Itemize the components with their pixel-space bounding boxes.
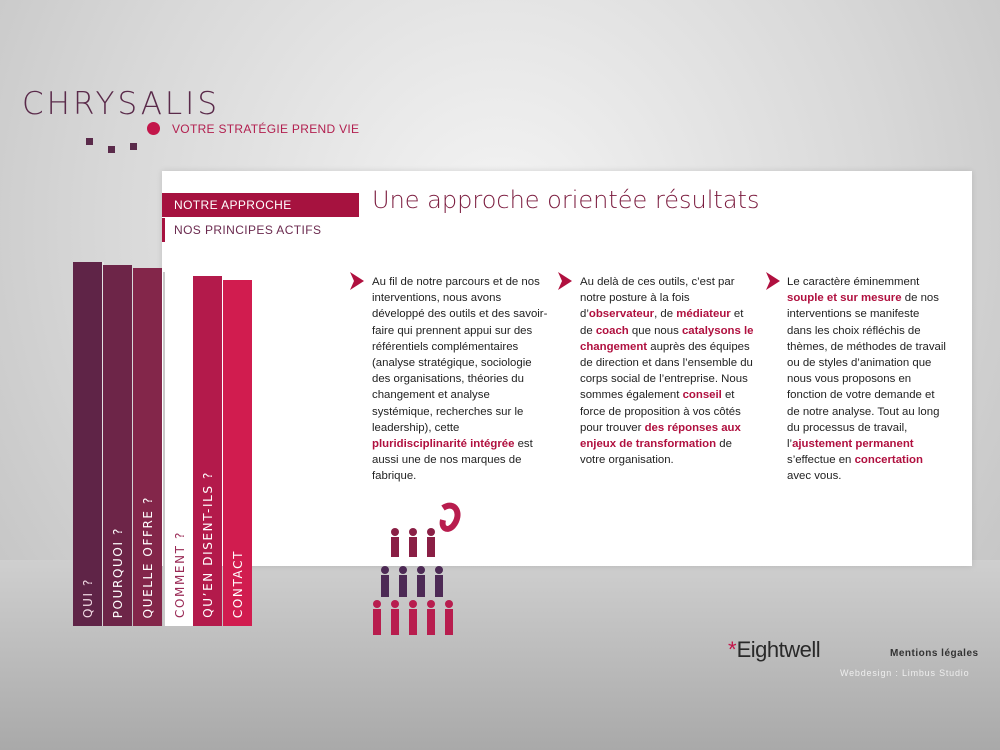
nav-qu-en-disent-ils[interactable]: QU’EN DISENT-ILS ? (193, 276, 222, 626)
body-text: et de (580, 308, 744, 337)
body-text: auprès des équipes de direction et dans l’ensemble du corps social de l’entreprise. Nous sommes également (580, 340, 753, 402)
nav-pourquoi[interactable]: POURQUOI ? (103, 265, 132, 626)
highlight-text: observateur (588, 308, 655, 321)
body-text: est aussi une de nos marques de fabrique. (372, 438, 533, 483)
highlight-text: concertation (854, 454, 923, 467)
nav-comment[interactable]: COMMENT ? (163, 272, 194, 626)
body-text: , de (654, 308, 677, 321)
tab-notre-approche[interactable]: NOTRE APPROCHE (162, 193, 359, 217)
tab-nos-principes-actifs[interactable]: NOS PRINCIPES ACTIFS (162, 218, 359, 242)
nav-qui[interactable]: QUI ? (73, 262, 102, 626)
body-text: et force de proposition à vos côtés pour trouver (580, 389, 741, 434)
highlight-text: des réponses aux enjeux de transformation (580, 421, 741, 451)
text-column-3 (787, 274, 947, 485)
body-text: Le caractère éminemment (787, 276, 920, 288)
body-text: avec vous. (787, 470, 842, 483)
body-text: Au delà de ces outils, c’est par notre posture à la fois d’ (580, 276, 735, 321)
logo-dot (108, 146, 115, 153)
highlight-text: médiateur (676, 308, 731, 321)
chevron-right-icon (350, 272, 364, 290)
chevron-right-icon (766, 272, 780, 290)
body-text: de nos interventions se manifeste dans les choix réfléchis de thèmes, de méthodes de travail ou de styles d’animation que nous vous proposons en fonction de votre demande et de notre analyse. Tout au long du processus de travail, l’ (787, 292, 946, 451)
acrobat-pyramid-illustration (355, 500, 465, 640)
highlight-text: catalysons le changement (580, 324, 754, 353)
highlight-text: conseil (682, 389, 722, 402)
logo-dot-accent (147, 122, 160, 135)
brand-tagline: VOTRE STRATÉGIE PREND VIE (172, 122, 360, 136)
text-column-1 (372, 274, 548, 485)
page-title: Une approche orientée résultats (372, 186, 760, 214)
asterisk-icon: * (728, 637, 737, 662)
body-text: Au fil de notre parcours et de nos interventions, nous avons développé des outils et des savoir-faire qui prennent appui sur des référentiels complémentaires (analyse stratégique, sociologie des organisations, théories du changement et analyse systémique, recherches sur le leadership), cette (372, 276, 548, 434)
webdesign-credit[interactable]: Webdesign : Limbus Studio (840, 668, 970, 678)
highlight-text: coach (595, 324, 629, 337)
eightwell-logo[interactable] (728, 637, 820, 663)
nav-quelle-offre[interactable]: QUELLE OFFRE ? (133, 268, 162, 626)
nav-contact[interactable]: CONTACT (223, 280, 252, 626)
highlight-text: ajustement permanent (792, 438, 914, 451)
body-text: que nous (628, 324, 682, 337)
body-text: de votre organisation. (580, 438, 732, 467)
brand-logo[interactable] (22, 86, 360, 136)
body-text: s’effectue en (787, 454, 855, 467)
logo-dot (86, 138, 93, 145)
logo-dot (130, 143, 137, 150)
chevron-right-icon (558, 272, 572, 290)
highlight-text: pluridisciplinarité intégrée (372, 438, 515, 451)
legal-link[interactable]: Mentions légales (890, 648, 979, 659)
highlight-text: souple et sur mesure (787, 292, 902, 305)
partner-name: Eightwell (736, 637, 821, 662)
text-column-2 (580, 274, 754, 468)
brand-name: CHRYSALIS (22, 86, 220, 122)
